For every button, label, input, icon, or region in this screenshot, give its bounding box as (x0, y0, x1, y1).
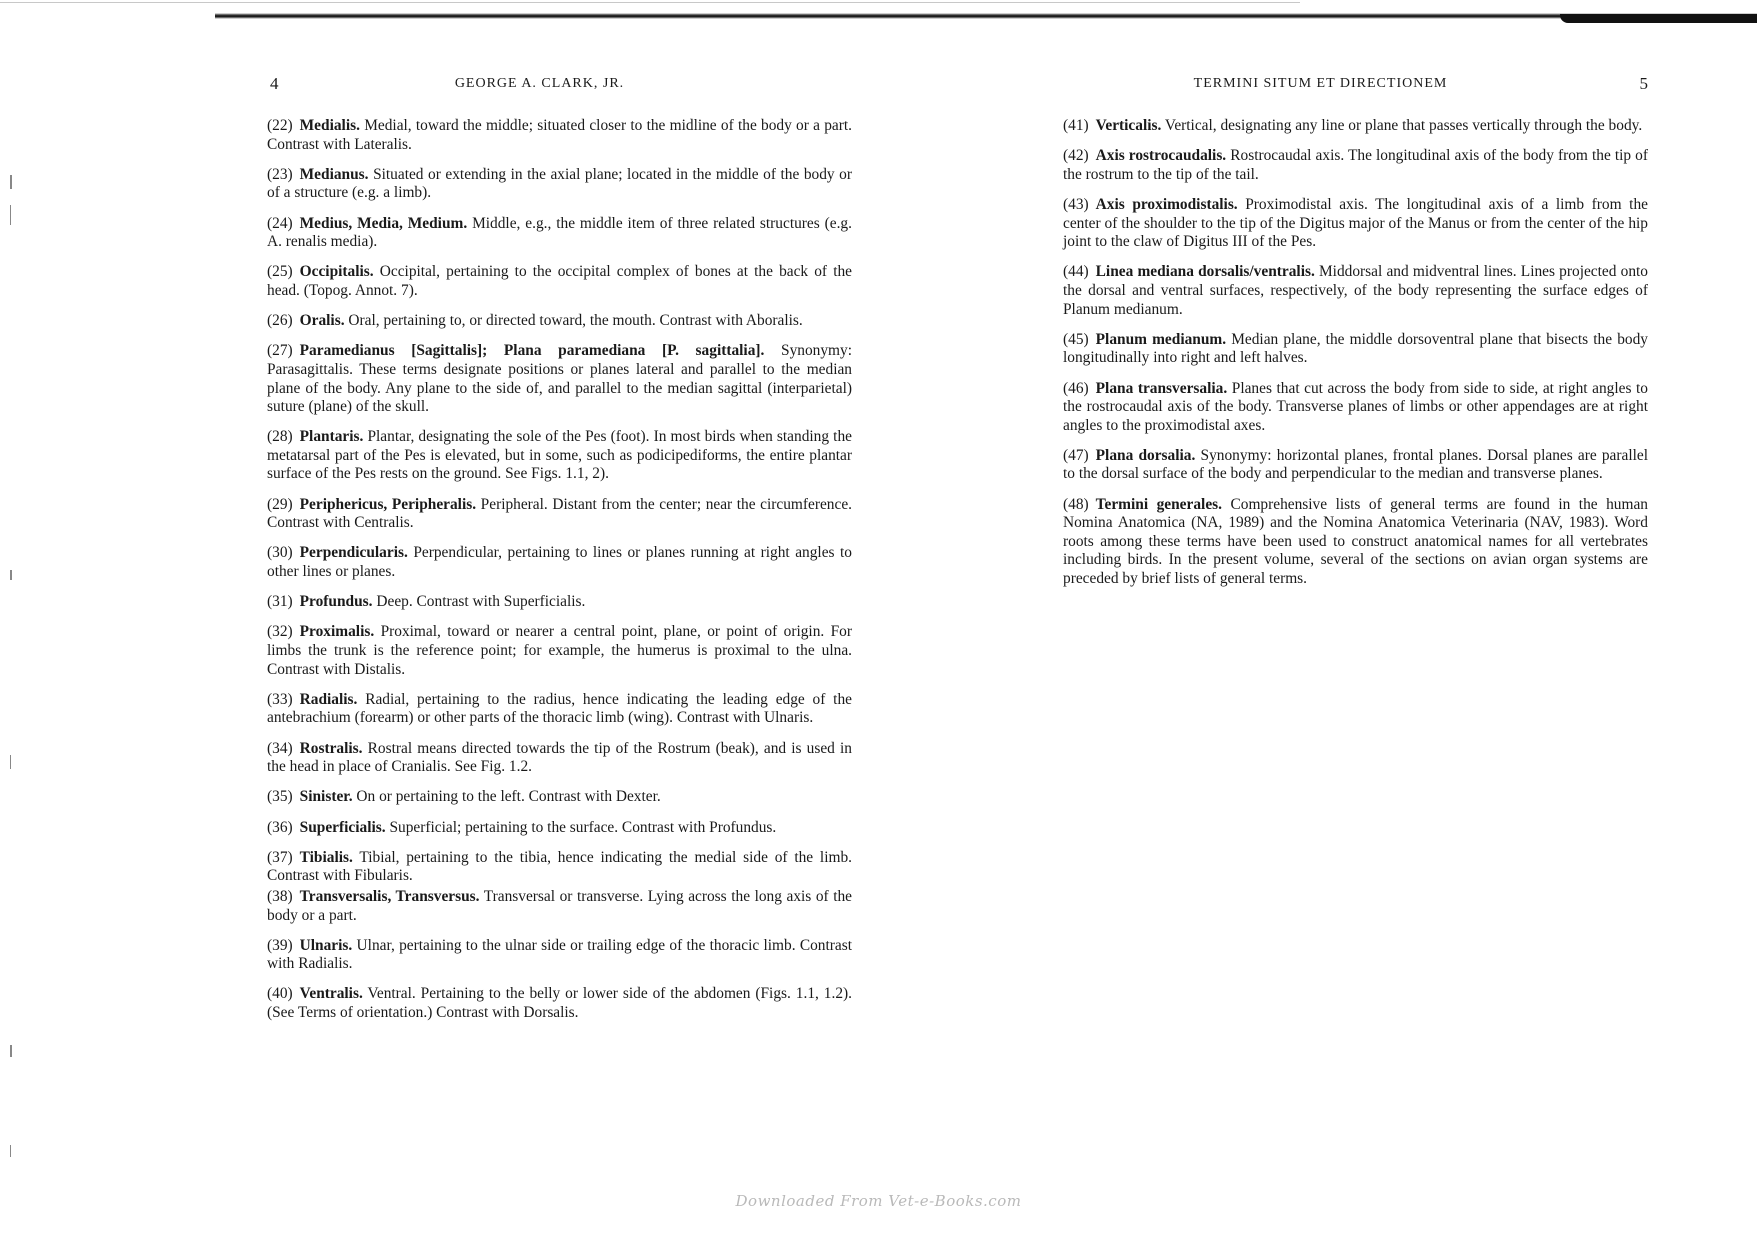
entry-number: (45) (1063, 330, 1089, 348)
left-entries-list (267, 117, 852, 1034)
entry-definition: Tibial, pertaining to the tibia, hence indicating the medial side of the limb. Contrast with Fibularis. (267, 848, 853, 885)
entry-definition: Peripheral. Distant from the center; near the circumference. Contrast with Centralis. (267, 495, 852, 532)
entry-definition: Comprehensive lists of general terms are found in the human Nomina Anatomica (NA, 1989) and the Nomina Anatomica Veterinaria (NAV, 1983). Word roots among these terms have been used to construct anatomical names for all vertebrates including birds. In the present volume, several of the sections on avian organ systems are preceded by brief lists of general terms. (1063, 495, 1648, 588)
entry-definition: Transversal or transverse. Lying across the long axis of the body or a part. (267, 887, 852, 924)
entry-term: Tibialis. (299, 848, 353, 866)
entry-number: (31) (267, 593, 293, 611)
entry-term: Planum medianum. (1095, 330, 1227, 348)
entry-number: (39) (267, 936, 293, 954)
entry-number: (28) (267, 428, 293, 446)
glossary-entry (267, 788, 852, 807)
entry-definition: Oral, pertaining to, or directed toward, the mouth. Contrast with Aboralis. (348, 312, 803, 330)
entry-definition: Proximal, toward or nearer a central point, plane, or point of origin. For limbs the trunk is the reference point; for example, the humerus is proximal to the ulna. Contrast with Distalis. (267, 623, 852, 678)
entry-term: Ulnaris. (299, 936, 353, 954)
entry-term: Verticalis. (1095, 117, 1162, 134)
entry-number: (27) (267, 342, 293, 360)
entry-term: Medianus. (299, 165, 369, 183)
entry-term: Occipitalis. (299, 263, 374, 281)
entry-definition: Ulnar, pertaining to the ulnar side or trailing edge of the thoracic limb. Contrast with Radialis. (267, 936, 852, 973)
glossary-entry (267, 544, 852, 581)
entry-number: (42) (1063, 147, 1089, 165)
entry-definition: Situated or extending in the axial plane; located in the middle of the body or of a structure (e.g. a limb). (267, 165, 852, 202)
entry-number: (25) (267, 263, 293, 281)
entry-definition: Plantar, designating the sole of the Pes (foot). In most birds when standing the metatarsal part of the Pes is elevated, but in some, such as podicipediforms, the entire plantar surface of the Pes rests on the ground. See Figs. 1.1, 2). (267, 428, 852, 483)
entry-number: (33) (267, 690, 293, 708)
scan-edge-line (0, 2, 1300, 3)
glossary-entry (267, 428, 852, 484)
entry-number: (46) (1063, 379, 1089, 397)
entry-term: Transversalis, Transversus. (299, 887, 480, 905)
entry-term: Periphericus, Peripheralis. (299, 495, 477, 513)
entry-definition: Proximodistal axis. The longitudinal axis of a limb from the center of the shoulder to the tip of the Digitus major of the Manus or from the center of the hip joint to the claw of Digitus III of the Pes. (1063, 195, 1648, 251)
left-running-head (267, 74, 852, 94)
entry-number: (32) (267, 623, 293, 641)
scan-top-shadow-end (1560, 14, 1757, 23)
scan-speck (10, 1145, 11, 1157)
page-number: 5 (1639, 74, 1648, 93)
glossary-entry (1063, 496, 1648, 589)
entry-term: Radialis. (299, 690, 358, 708)
glossary-entry (267, 691, 852, 728)
entry-number: (47) (1063, 446, 1089, 464)
glossary-entry (1063, 196, 1648, 252)
running-head-title: TERMINI SITUM ET DIRECTIONEM (1193, 76, 1448, 91)
glossary-entry (267, 263, 852, 300)
scan-speck (10, 175, 12, 189)
entry-term: Perpendicularis. (299, 544, 408, 562)
glossary-entry (267, 215, 852, 252)
entry-number: (36) (267, 818, 293, 836)
glossary-entry (1063, 380, 1648, 436)
entry-definition: Perpendicular, pertaining to lines or planes running at right angles to other lines or planes. (267, 544, 852, 581)
entry-number: (35) (267, 788, 293, 806)
entry-number: (37) (267, 848, 293, 866)
scan-top-shadow (215, 13, 1757, 19)
entry-term: Superficialis. (299, 818, 386, 836)
running-head-title: GEORGE A. CLARK, JR. (454, 76, 625, 91)
entry-term: Termini generales. (1095, 495, 1222, 513)
entry-definition: On or pertaining to the left. Contrast with Dexter. (356, 788, 661, 806)
entry-term: Linea mediana dorsalis/ventralis. (1095, 263, 1315, 281)
entry-term: Medius, Media, Medium. (299, 214, 468, 232)
glossary-entry (1063, 117, 1648, 136)
glossary-entry (267, 593, 852, 612)
entry-term: Medialis. (299, 117, 360, 134)
entry-term: Rostralis. (299, 739, 363, 757)
entry-definition: Occipital, pertaining to the occipital complex of bones at the back of the head. (Topog. Annot. 7). (267, 263, 852, 299)
entry-term: Sinister. (299, 788, 353, 806)
glossary-entry (267, 888, 852, 925)
entry-definition: Middorsal and midventral lines. Lines projected onto the dorsal and ventral surfaces, respectively, of the body representing the surface edges of Planum medianum. (1063, 263, 1648, 318)
glossary-entry (1063, 331, 1648, 368)
scan-speck (10, 1045, 12, 1057)
glossary-entry (267, 623, 852, 679)
entry-number: (34) (267, 739, 293, 757)
entry-definition: Medial, toward the middle; situated closer to the midline of the body or a part. Contrast with Lateralis. (267, 117, 852, 153)
glossary-entry (267, 819, 852, 838)
entry-term: Ventralis. (299, 985, 363, 1003)
entry-term: Plana transversalia. (1095, 379, 1228, 397)
entry-definition: Synonymy: Parasagittalis. These terms designate positions or planes lateral and parallel to the median plane of the body. Any plane to the side of, and parallel to the median sagittal (interparietal) suture (plane) of the skull. (267, 342, 852, 416)
entry-number: (30) (267, 544, 293, 562)
glossary-entry (267, 117, 852, 154)
entry-number: (41) (1063, 117, 1089, 134)
entry-number: (38) (267, 887, 293, 905)
entry-term: Axis proximodistalis. (1095, 195, 1238, 213)
entry-definition: Synonymy: horizontal planes, frontal planes. Dorsal planes are parallel to the dorsal surface of the body and perpendicular to the median and transverse planes. (1063, 446, 1648, 483)
entry-term: Proximalis. (299, 623, 375, 641)
entry-term: Profundus. (299, 593, 373, 611)
entry-definition: Deep. Contrast with Superficialis. (376, 593, 586, 611)
glossary-entry (267, 849, 852, 886)
glossary-entry (267, 166, 852, 203)
entry-number: (26) (267, 312, 293, 330)
entry-number: (23) (267, 165, 293, 183)
entry-definition: Ventral. Pertaining to the belly or lower side of the abdomen (Figs. 1.1, 1.2). (See Terms of orientation.) Contrast with Dorsalis. (267, 985, 852, 1022)
entry-number: (40) (267, 985, 293, 1003)
entry-number: (24) (267, 214, 293, 232)
right-entries-list (1063, 117, 1648, 600)
entry-term: Oralis. (299, 312, 345, 330)
glossary-entry (267, 496, 852, 533)
glossary-entry (267, 985, 852, 1022)
scan-speck (10, 570, 12, 580)
scan-speck (10, 205, 11, 225)
entry-definition: Superficial; pertaining to the surface. Contrast with Profundus. (389, 818, 777, 836)
glossary-entry (267, 312, 852, 331)
page-number: 4 (270, 74, 279, 93)
glossary-entry (267, 937, 852, 974)
entry-number: (29) (267, 495, 293, 513)
entry-number: (43) (1063, 195, 1089, 213)
entry-definition: Rostrocaudal axis. The longitudinal axis of the body from the tip of the rostrum to the tip of the tail. (1063, 147, 1649, 183)
entry-definition: Radial, pertaining to the radius, hence indicating the leading edge of the antebrachium (forearm) or other parts of the thoracic limb (wing). Contrast with Ulnaris. (267, 690, 852, 727)
entry-term: Axis rostrocaudalis. (1095, 147, 1227, 165)
glossary-entry (1063, 147, 1648, 184)
glossary-entry (1063, 447, 1648, 484)
entry-term: Plana dorsalia. (1095, 446, 1196, 464)
entry-definition: Vertical, designating any line or plane that passes vertically through the body. (1164, 117, 1643, 134)
entry-number: (22) (267, 117, 293, 134)
glossary-entry (267, 342, 852, 416)
entry-number: (44) (1063, 263, 1089, 281)
entry-term: Plantaris. (299, 428, 364, 446)
entry-definition: Rostral means directed towards the tip of the Rostrum (beak), and is used in the head in place of Cranialis. See Fig. 1.2. (267, 739, 852, 776)
glossary-entry (1063, 263, 1648, 319)
right-running-head (1063, 74, 1648, 94)
entry-number: (48) (1063, 495, 1089, 513)
entry-definition: Median plane, the middle dorsoventral plane that bisects the body longitudinally into right and left halves. (1063, 330, 1648, 367)
download-watermark: Downloaded From Vet-e-Books.com (735, 1192, 1022, 1210)
glossary-entry (267, 740, 852, 777)
entry-definition: Planes that cut across the body from side to side, at right angles to the rostrocaudal axis of the body. Transverse planes of limbs or other appendages are at right angles to the proximodistal axes. (1063, 379, 1648, 434)
entry-definition: Middle, e.g., the middle item of three related structures (e.g. A. renalis media). (267, 214, 852, 251)
entry-term: Paramedianus [Sagittalis]; Plana paramediana [P. sagittalia]. (299, 342, 765, 360)
scan-speck (10, 755, 11, 769)
